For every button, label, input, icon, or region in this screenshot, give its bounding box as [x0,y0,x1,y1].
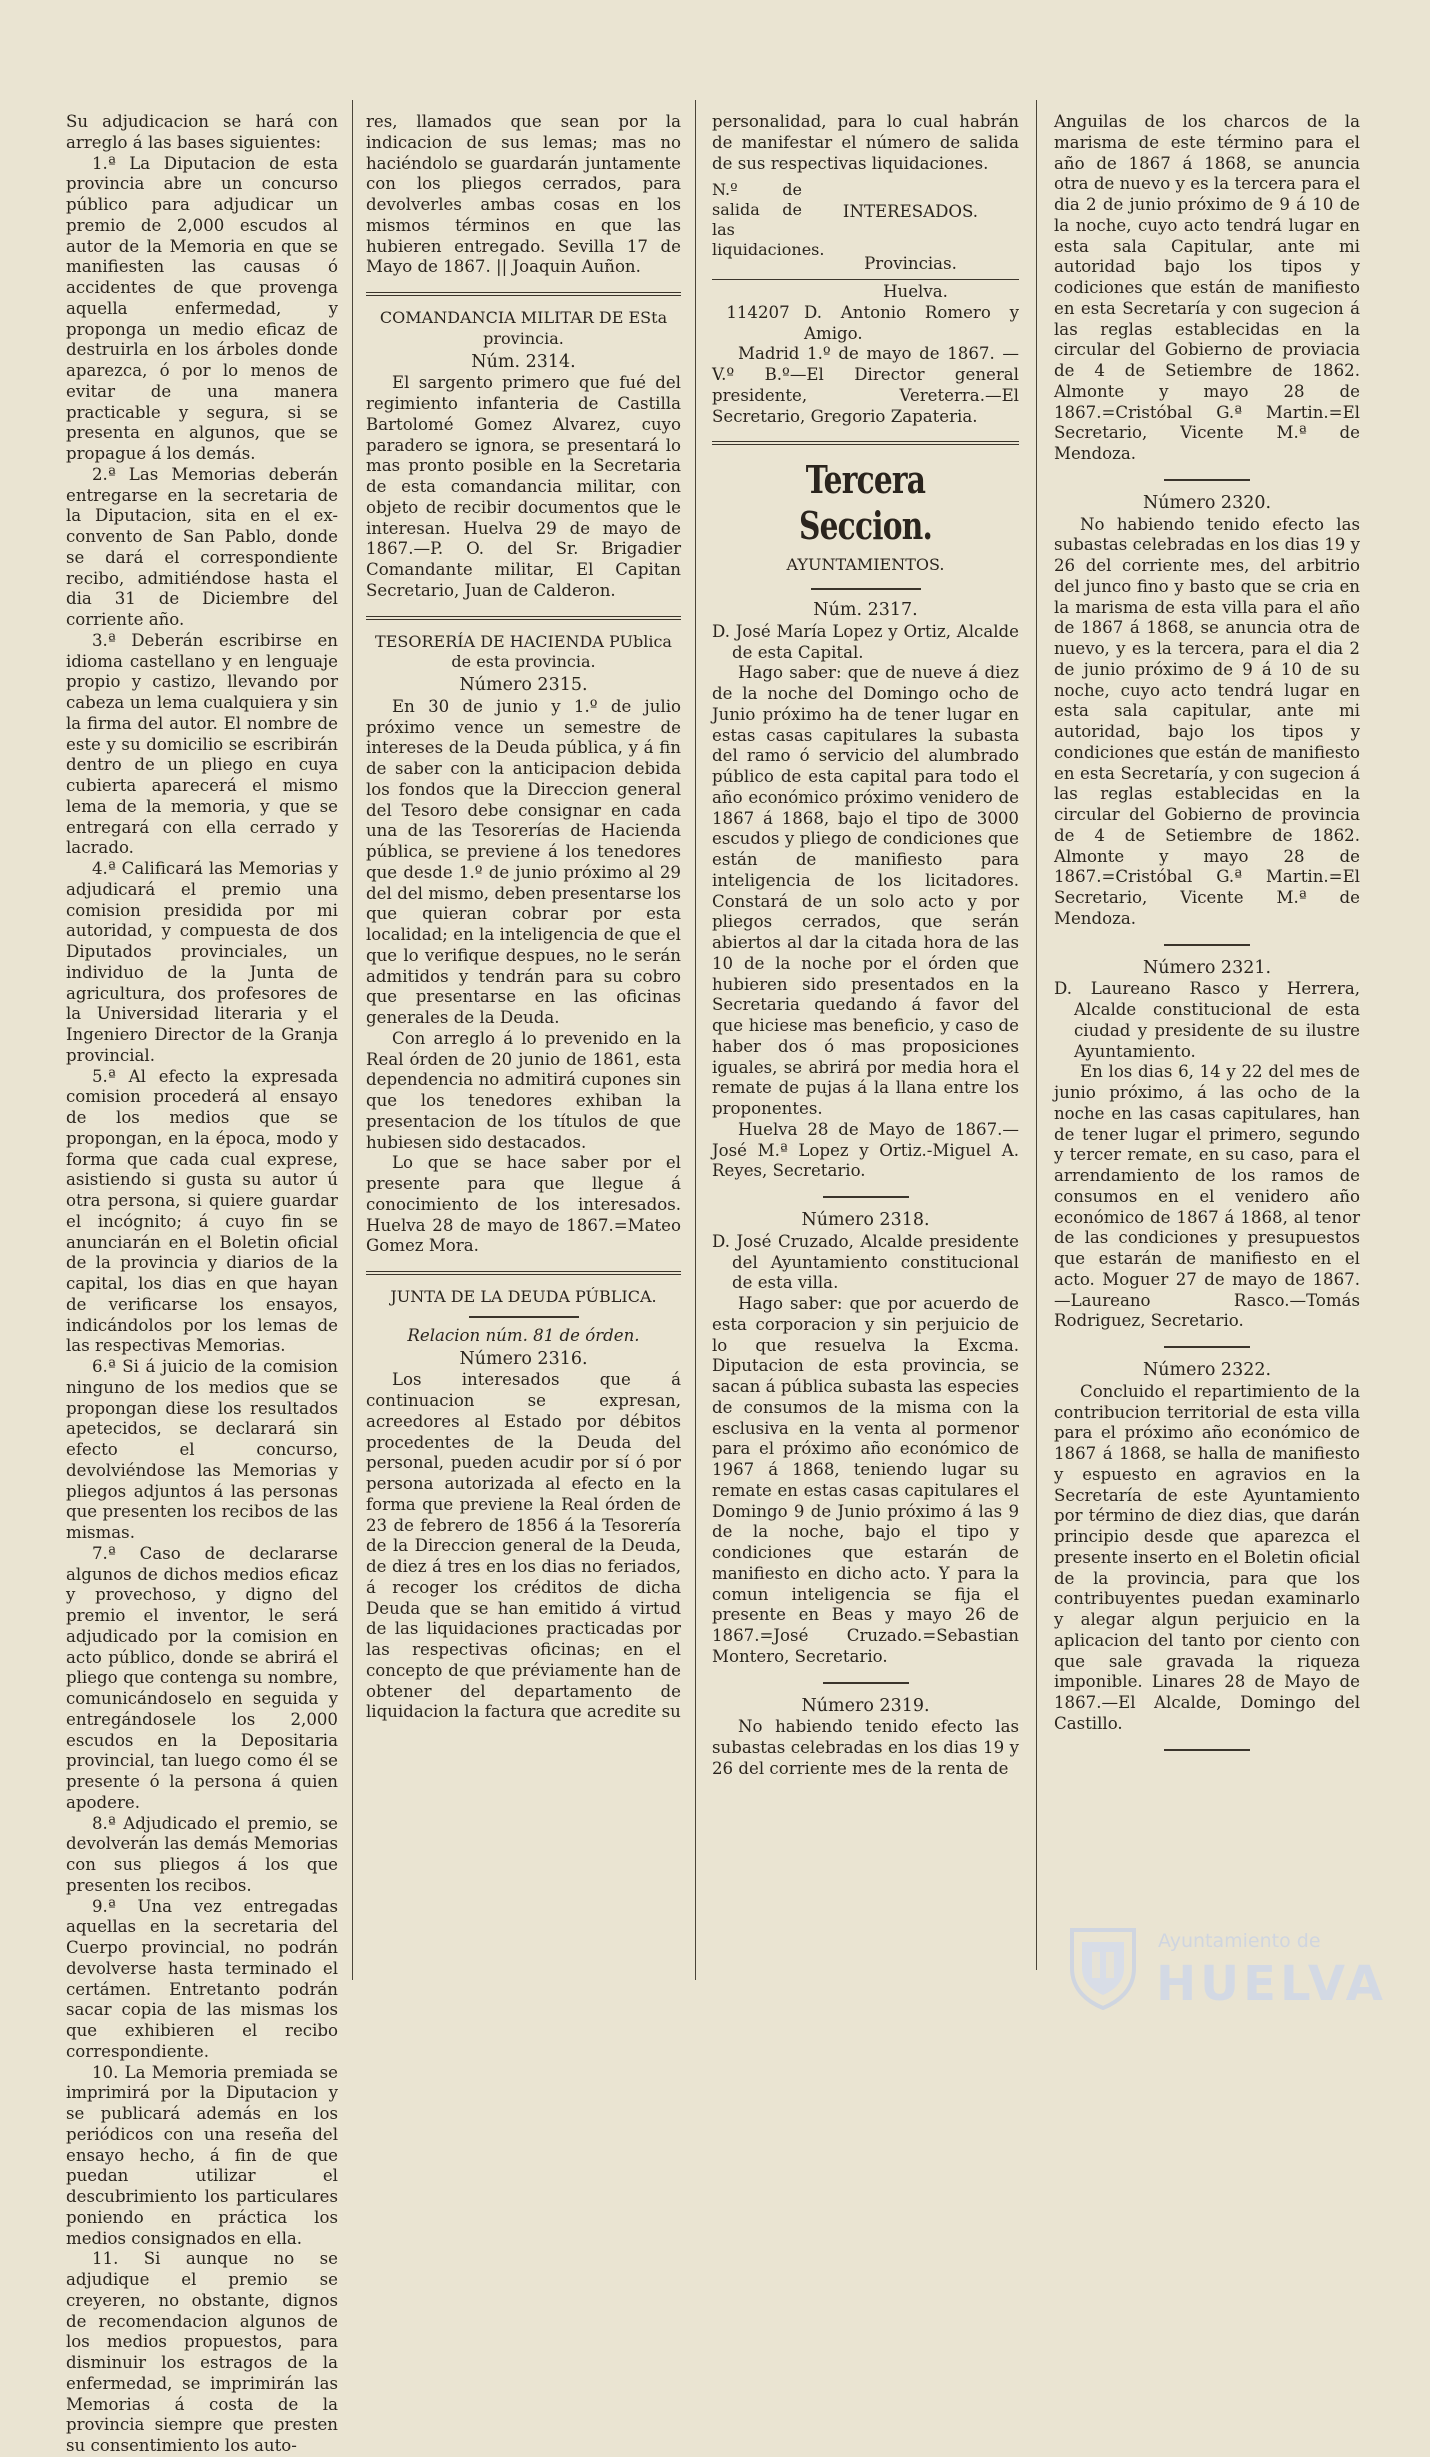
section-title: Tercera Seccion. [798,457,933,549]
notice-number: Número 2319. [801,1695,930,1716]
table-column-header: N.º de salida de las liquidaciones. [712,180,825,260]
notice-number: Número 2315. [459,675,588,695]
paragraph: Hago saber: que de nueve á diez de la noche del Domingo ocho de Junio próximo ha de tener lugar en estas casas capitulares la subasta del ramo ó servicio del alumbrado público de esta capital para todo el año económico próximo venidero de 1867 á 1868, bajo el tipo de 3000 escudos y pliego de condiciones que están de manifiesto para inteligencia de los licitadores. Constará de un solo acto y por pliegos cerrados, que serán abiertos al dar la citada hora de las 10 de la noche por el órden que hubieren sido presentados en la Secretaria quedando á favor del que hiciese mas beneficio, y caso de haber dos ó mas proposiciones iguales, se abrirá por media hora el remate de pujas á la llana entre los proponentes. [712,663,1019,1118]
paragraph: 3.ª Deberán escribirse en idioma castellano y en lenguaje propio y castizo, llevando por cabeza un lema cualquiera y sin la firma del autor. El nombre de este y su domicilio se escribirán dentro de un pliego en cuya cubierta aparecerá el mismo lema de la memoria, y que se entregará con ella cerrado y lacrado. [66,630,338,858]
short-rule [1164,479,1250,481]
section-divider [366,616,681,620]
table-rule [712,279,1019,280]
archive-watermark [1068,1922,1387,2014]
paragraph: 7.ª Caso de declararse algunos de dichos medios eficaz y provechoso, y digno del premio el inventor, le será adjudicado por la comision en acto público, donde se abrirá el pliego que contenga su nombre, comunicándoselo en seguida y entregándosele los 2,000 escudos en la Depositaria provincial, tan luego como él se presente ó la persona á quien apodere. [66,1543,338,1812]
paragraph: 1.ª La Diputacion de esta provincia abre un concurso público para adjudicar un premio de 2,000 escudos al autor de la Memoria en que se manifiesten las causas ó accidentes de que provenga aquella enfermedad, y proponga un medio eficaz de destruirla en los árboles donde aparezca, ó por lo menos de evitar de una manera practicable y segura, si se presenta en algunos, que se propague á los demás. [66,153,338,463]
short-rule [469,1316,579,1318]
paragraph: Huelva 28 de Mayo de 1867.—José M.ª Lopez y Ortiz.-Miguel A. Reyes, Secretario. [712,1119,1019,1181]
table-column-header: INTERESADOS. [842,202,979,222]
paragraph: Hago saber: que por acuerdo de esta corporacion y sin perjuicio de lo que resuelva la Excma. Diputacion de esta provincia, se sacan á pública subasta las especies de consumos de la misma con la esclusiva en la venta al pormenor para el próximo año económico de 1967 á 1868, teniendo lugar su remate en estas casas capitulares el Domingo 9 de Junio próximo á las 9 de la noche, bajo el tipo y condiciones que estarán de manifiesto en dicho acto. Y para la comun inteligencia se fija el presente en Beas y mayo 26 de 1867.=José Cruzado.=Sebastian Montero, Secretario. [712,1294,1019,1666]
table-column-header: Provincias. [864,254,957,274]
paragraph: personalidad, para lo cual habrán de manifestar el número de salida de sus respectivas liquidaciones. [712,112,1019,173]
short-rule [811,588,921,590]
table-row [712,303,1019,345]
column-rule-3 [1036,100,1037,1970]
section-divider [366,292,681,296]
paragraph: Madrid 1.º de mayo de 1867. —V.º B.º—El Director general presidente, Vereterra.—El Secretario, Gregorio Zapateria. [712,344,1019,426]
paragraph: Lo que se hace saber por el presente para que llegue á conocimiento de los interesados. Huelva 28 de mayo de 1867.=Mateo Gomez Mora. [366,1153,681,1256]
column-1 [66,112,338,2455]
paragraph: No habiendo tenido efecto las subastas celebradas en los dias 19 y 26 del corriente mes de la renta de [712,1717,1019,1778]
paragraph: El sargento primero que fué del regimiento infanteria de Castilla Bartolomé Gomez Alvarez, cuyo paradero se ignora, se presentará lo mas pronto posible en la Secretaria de esta comandancia militar, con objeto de recibir documentos que le interesan. Huelva 29 de mayo de 1867.—P. O. del Sr. Brigadier Comandante militar, El Capitan Secretario, Juan de Calderon. [366,373,681,600]
column-2 [366,112,681,2002]
column-rule-1 [352,100,353,1980]
notice-number: Núm. 2317. [813,600,918,620]
section-heading: JUNTA DE LA DEUDA PÚBLICA. [390,1287,657,1306]
paragraph: 6.ª Si á juicio de la comision ninguno de los medios que se propongan diese los resultados apetecidos, se declarará sin efecto el concurso, devolviéndose las Memorias y pliegos adjuntos á las personas que presenten los recibos de las mismas. [66,1357,338,1542]
short-rule [823,1682,909,1684]
section-heading: COMANDANCIA MILITAR DE ESta provincia. [379,308,668,348]
paragraph: Con arreglo á lo prevenido en la Real órden de 20 junio de 1861, esta dependencia no admitirá cupones sin que los tenedores exhiban la presentacion de los títulos de que hubiesen sido destacados. [366,1028,681,1152]
section-heading: TESORERÍA DE HACIENDA PUblica de esta provincia. [375,631,672,672]
notice-number: Número 2320. [1142,492,1272,513]
notice-number: Número 2322. [1142,1360,1272,1380]
paragraph: 2.ª Las Memorias deberán entregarse en la secretaria de la Diputacion, sita en el ex-convento de San Pablo, donde se dará el correspondiente recibo, admitiéndose hasta el dia 31 de Diciembre del corriente año. [66,464,338,629]
paragraph: Los interesados que á continuacion se expresan, acreedores al Estado por débitos procedentes de la Deuda del personal, pueden acudir por sí ó por persona autorizada al efecto en la forma que previene la Real órden de 23 de febrero de 1856 á la Tesorería de la Direccion general de la Deuda, de diez á tres en los dias no feriados, á recoger los créditos de dicha Deuda que se han emitido á virtud de las liquidaciones practicadas por las respectivas oficinas; en el concepto de que préviamente han de obtener del departamento de liquidacion la factura que acredite su [366,1370,681,1722]
city-shield-icon [1068,1924,1138,2010]
paragraph: 5.ª Al efecto la expresada comision procederá al ensayo de los medios que se propongan, en la época, modo y forma que cada cual exprese, asistiendo si gusta su autor ú otra persona, si quiere guardar el incógnito; á cuyo fin se anunciarán en el Boletin oficial de la provincia y diarios de la capital, los dias en que hayan de verificarse los ensayos, indicándolos por los lemas de las respectivas Memorias. [66,1066,338,1356]
paragraph: Concluido el repartimiento de la contribucion territorial de esta villa para el próximo año económico de 1867 á 1868, se halla de manifiesto y espuesto en agravios en la Secretaría de este Ayuntamiento por término de diez dias, que darán principio desde que aparezca el presente inserto en el Boletin oficial de la provincia, para que los contribuyentes puedan examinarlo y alegar algun perjuicio en la aplicacion del tanto por ciento con que sale gravada la riqueza imponible. Linares 28 de Mayo de 1867.—El Alcalde, Domingo del Castillo. [1054,1381,1360,1733]
section-heading: AYUNTAMIENTOS. [786,555,945,575]
watermark-title: HUELVA [1156,1956,1387,2012]
column-4 [1054,112,1360,1912]
notice-number: Número 2316. [459,1348,588,1369]
paragraph: Su adjudicacion se hará con arreglo á las bases siguientes: [66,112,338,152]
notice-title: D. José Cruzado, Alcalde presidente del Ayuntamiento constitucional de esta villa. [712,1231,1019,1293]
relation-title: Relacion núm. 81 de órden. [407,1325,640,1345]
paragraph: res, llamados que sean por la indicacion de sus lemas; mas no haciéndolo se guardarán juntamente con los pliegos cerrados, para devolverles ambas cosas en los mismos términos en que las hubieren entregado. Sevilla 17 de Mayo de 1867. || Joaquin Auñon. [366,112,681,277]
short-rule [823,1196,909,1198]
notice-number: Número 2318. [801,1210,930,1230]
notice-title: D. José María Lopez y Ortiz, Alcalde de esta Capital. [712,621,1019,662]
paragraph: 8.ª Adjudicado el premio, se devolverán las demás Memorias con sus pliegos á los que presenten los recibos. [66,1813,338,1895]
paragraph: 4.ª Calificará las Memorias y adjudicará el premio una comision presidida por mi autoridad, y compuesta de dos Diputados provinciales, un individuo de la Junta de agricultura, dos profesores de la Universidad literaria y el Ingeniero Director de la Granja provincial. [66,859,338,1065]
section-divider [366,1271,681,1275]
section-divider [712,441,1019,445]
paragraph: 11. Si aunque no se adjudique el premio se creyeren, no obstante, dignos de recomendacion algunos de los medios propuestos, para disminuir los estragos de la enfermedad, se imprimirán las Memorias á costa de la provincia siempre que presten su consentimiento los auto- [66,2249,338,2455]
column-3 [712,112,1019,2012]
short-rule [1164,944,1250,946]
table-cell: D. Antonio Romero y Amigo. [804,302,1019,343]
table-cell: 114207 [726,302,790,322]
short-rule [1164,1749,1250,1751]
paragraph: En 30 de junio y 1.º de julio próximo vence un semestre de intereses de la Deuda pública, y á fin de saber con la anticipacion debida los fondos que la Direccion general del Tesoro debe consignar en cada una de las Tesorerías de Hacienda pública, se previene á los tenedores que desde 1.º de junio próximo al 29 del del mismo, deben presentarse los que quieran cobrar por esta localidad; en la inteligencia de que el que lo verifique despues, no le serán admitidos y tendrán para su cobro que presentarse en las oficinas generales de la Deuda. [366,696,681,1027]
short-rule [1164,1346,1250,1348]
paragraph: En los dias 6, 14 y 22 del mes de junio próximo, á las ocho de la noche en las casas capitulares, han de tener lugar el primero, segundo y tercer remate, en su caso, para el arrendamiento de los ramos de consumos en el venidero año económico de 1867 á 1868, al tenor de las condiciones y presupuestos que estarán de manifiesto en el acto. Moguer 27 de mayo de 1867. —Laureano Rasco.—Tomás Rodriguez, Secretario. [1054,1062,1360,1331]
paragraph: 9.ª Una vez entregadas aquellas en la secretaria del Cuerpo provincial, no podrán devolverse hasta terminado el certámen. Entretanto podrán sacar copia de las mismas los que exhibieren el recibo correspondiente. [66,1896,338,2061]
paragraph: No habiendo tenido efecto las subastas celebradas en los dias 19 y 26 del corriente mes, del arbitrio del junco fino y basto que se cria en la marisma de esta villa para el año de 1867 á 1868, se anuncia otra de nuevo, y es la tercera, para el dia 2 de junio próximo de 9 á 10 de su noche, cuyo acto tendrá lugar en esta sala capitular, ante mi autoridad, bajo los tipos y condiciones que están de manifiesto en esta Secretaría, y con sugecion á las reglas establecidas en la circular del Gobierno de provincia de 4 de Setiembre de 1862. Almonte y mayo 28 de 1867.=Cristóbal G.ª Martin.=El Secretario, Vicente M.ª de Mendoza. [1054,514,1360,928]
paragraph: 10. La Memoria premiada se imprimirá por la Diputacion y se publicará además en los periódicos con una reseña del ensayo hecho, á fin de que puedan utilizar el descubrimiento los particulares poniendo en práctica los medios consignados en ella. [66,2062,338,2248]
notice-number: Número 2321. [1142,957,1272,978]
watermark-text: Ayuntamiento de [1158,1930,1321,1952]
table-group: Huelva. [883,282,948,301]
notice-number: Núm. 2314. [471,351,576,372]
paragraph: Anguilas de los charcos de la marisma de este término para el año de 1867 á 1868, se anuncia otra de nuevo y es la tercera para el dia 2 de junio próximo de 9 á 10 de la noche, cuyo acto tendrá lugar en esta sala Capitular, ante mi autoridad bajo los tipos y codiciones que están de manifiesto en esta Secretaría y con sugecion á las reglas establecidas en la circular del Gobierno de proviacia de 4 de Setiembre de 1862. Almonte y mayo 28 de 1867.=Cristóbal G.ª Martin.=El Secretario, Vicente M.ª de Mendoza. [1054,112,1360,463]
column-rule-2 [695,100,696,1980]
notice-title: D. Laureano Rasco y Herrera, Alcalde constitucional de esta ciudad y presidente de su ilustre Ayuntamiento. [1054,979,1360,1061]
